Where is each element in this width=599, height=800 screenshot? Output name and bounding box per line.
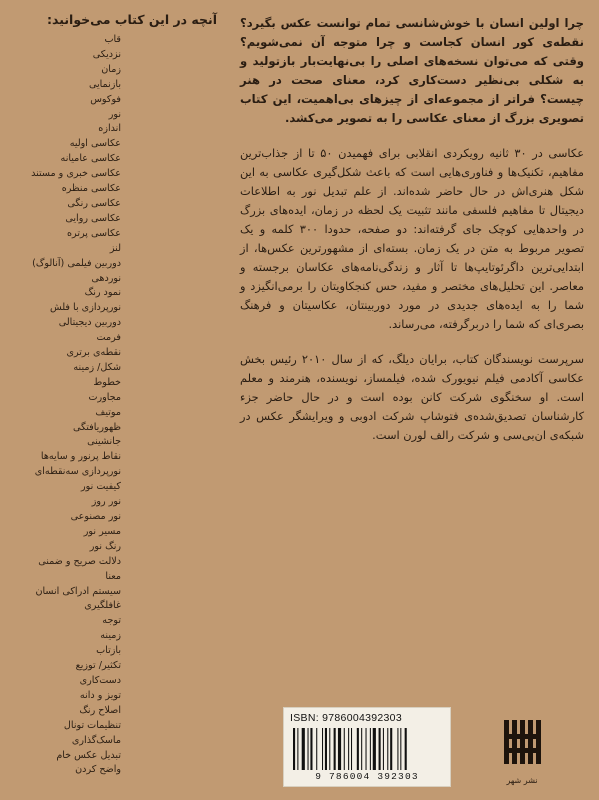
barcode-bar [357, 728, 359, 770]
topic-item: تبدیل عکس خام [56, 749, 121, 761]
topic-list [12, 33, 217, 778]
topic-item: نور مصنوعی [70, 511, 121, 522]
topic-item: کیفیت نور [81, 481, 121, 493]
intro-paragraph: چرا اولین انسان با خوش‌شانسی تمام توانست عکس بگیرد؟ نقطه‌ی کور انسان کجاست و چرا متوجه آن نمی‌شویم؟ وقتی که می‌توان نسخه‌های اصلی را بی‌نهایت‌بار بازتولید و به شکلی بی‌نظیر دست‌کاری کرد، معنای صحت در هنر چیست؟ فراتر از مجموعه‌ای از چیزهای بی‌اهمیت، این کتاب تصویری بزرگ از معنای عکاسی را به تصویر می‌کشد. [240, 16, 584, 125]
barcode-bar [293, 728, 295, 770]
topic-item: زمینه [100, 630, 121, 642]
topic-item: عکاسی رنگی [67, 197, 121, 209]
description-column [240, 14, 584, 461]
barcode-bar [370, 728, 371, 770]
barcode-digits: 9 786004 392303 [315, 771, 419, 782]
topic-item: تکثیر/ توزیع [75, 660, 121, 672]
barcode-bar [329, 728, 330, 770]
barcode-bar [383, 728, 384, 770]
topic-item: تنظیمات تونال [63, 719, 121, 731]
topic-item: رنگ نور [89, 540, 121, 552]
topic-item: دوربین دیجیتالی [58, 317, 121, 329]
topic-item: نمود رنگ [84, 287, 121, 299]
topic-item: نور روز [91, 496, 121, 508]
topic-item: مجاورت [88, 391, 121, 403]
contents-title: آنچه در این کتاب می‌خوانید: [47, 12, 217, 27]
barcode-bar [322, 728, 323, 770]
topic-item: شکل/ زمینه [73, 361, 121, 373]
isbn-label: ISBN: 9786004392303 [290, 712, 402, 724]
topic-item: زمان [101, 63, 121, 75]
barcode-bar [310, 728, 312, 770]
topic-item: دوربین فیلمی (آنالوگ) [32, 257, 121, 269]
barcode-bar [400, 728, 401, 770]
topic-item: قاب [104, 34, 121, 45]
topic-item: دلالت صریح و ضمنی [38, 555, 121, 567]
topic-item: اندازه [98, 123, 121, 135]
topic-item: نور [108, 108, 121, 120]
barcode-bar [397, 728, 398, 770]
topic-item: عکاسی پرتره [67, 227, 121, 239]
topic-item: عکاسی خبری و مستند [31, 168, 121, 180]
topic-item: دست‌کاری [79, 674, 121, 686]
topic-item: نورپردازی با فلش [50, 302, 121, 314]
barcode-bar [390, 728, 392, 770]
topic-item: اصلاح رنگ [79, 704, 121, 716]
topic-item: سیستم ادراکی انسان [35, 585, 121, 597]
topic-item: ماسک‌گذاری [71, 734, 121, 746]
topic-item: توجه [102, 615, 121, 627]
topic-item: مسیر نور [83, 525, 121, 537]
barcode-bar [348, 728, 349, 770]
barcode-bar [387, 728, 388, 770]
topic-item: نقاط پرنور و سایه‌ها [40, 451, 121, 463]
barcode-bar [373, 728, 376, 770]
topic-item: خطوط [93, 376, 121, 388]
barcode [292, 728, 442, 770]
topic-item: تویز و دانه [79, 689, 121, 701]
barcode-bar [325, 728, 327, 770]
barcode-bar [334, 728, 336, 770]
barcode-bar [361, 728, 362, 770]
barcode-bar [405, 728, 407, 770]
barcode-bar [351, 728, 352, 770]
topic-item: موتیف [95, 406, 121, 418]
topic-item: عکاسی اولیه [69, 138, 121, 150]
topic-item: نورپردازی سه‌نقطه‌ای [34, 466, 121, 478]
barcode-bar [338, 728, 341, 770]
topic-item: جانشینی [87, 436, 121, 448]
barcode-bar [297, 728, 298, 770]
barcode-bar [379, 728, 381, 770]
summary-paragraph: عکاسی در ۳۰ ثانیه رویکردی انقلابی برای فهمیدن ۵۰ تا از جذاب‌ترین مفاهیم، تکنیک‌ها و فناوری‌هایی است که باعث شکل‌گیری عکاسی به این شکل هنری‌اش در حال حاضر شده‌اند. از علم تبدیل نور به اطلاعات دیجیتال تا مفاهیم فلسفی مانند تثبیت یک لحظه در زمان، ایده‌های بزرگ در واحدهایی کوچک جای گرفته‌اند: دو صفحه، حدودا ۳۰۰ کلمه و یک تصویر مربوط به متن در یک زمان. بسته‌ای از مشهورترین عکس‌ها، از ابتدایی‌ترین داگرئوتایپ‌ها تا آثار و زندگی‌نامه‌های عکاسان برجسته و معاصر. این تحلیل‌های مختصر و مفید، حس کنجکاویتان را برمی‌انگیزد و شما را به ایده‌های جدیدی در مورد دوربینتان، عکاسیتان و فرهنگ بصری‌ای که شما را دربرگرفته، می‌رساند. [240, 146, 584, 331]
topic-item: نزدیکی [92, 48, 121, 60]
topic-item: عکاسی منظره [61, 183, 121, 195]
topic-item: غافلگیری [84, 600, 121, 612]
barcode-bar [308, 728, 309, 770]
topic-item: لنز [109, 242, 121, 254]
topic-item: واضح کردن [75, 764, 121, 776]
contents-column [12, 12, 217, 778]
barcode-bar [302, 728, 305, 770]
topic-item: بازتاب [96, 645, 121, 657]
topic-item: فوکوس [90, 93, 121, 105]
author-paragraph: سرپرست نویسندگان کتاب، برایان دیلگ، که از سال ۲۰۱۰ رئیس بخش عکاسی آکادمی فیلم نیویورک شده، فیلمساز، نویسنده، هنرمند و معلم است. او سخنگوی شرکت کانن بوده است و در حال حاضر جزء کارشناسان تصدیق‌شده‌ی فتوشاپ شرکت ادوبی و ویرایشگر عکس در شبکه‌ی ان‌بی‌سی و شرکت رالف لورن است. [240, 352, 584, 442]
topic-item: نقطه‌ی برتری [66, 347, 121, 359]
topic-item: معنا [105, 570, 121, 582]
barcode-box [283, 707, 451, 787]
topic-item: عکاسی عامیانه [60, 153, 121, 165]
topic-item: ظهوریافتگی [72, 421, 121, 433]
topic-item: فرمت [96, 332, 121, 344]
topic-item: بازنمایی [88, 78, 121, 90]
barcode-bar [344, 728, 345, 770]
topic-item: نوردهی [91, 272, 121, 284]
publisher-logo-icon [500, 716, 544, 774]
barcode-bar [316, 728, 317, 770]
barcode-bar [366, 728, 367, 770]
publisher-name: نشر شهر [506, 776, 538, 785]
topic-item: عکاسی روایی [65, 212, 121, 224]
